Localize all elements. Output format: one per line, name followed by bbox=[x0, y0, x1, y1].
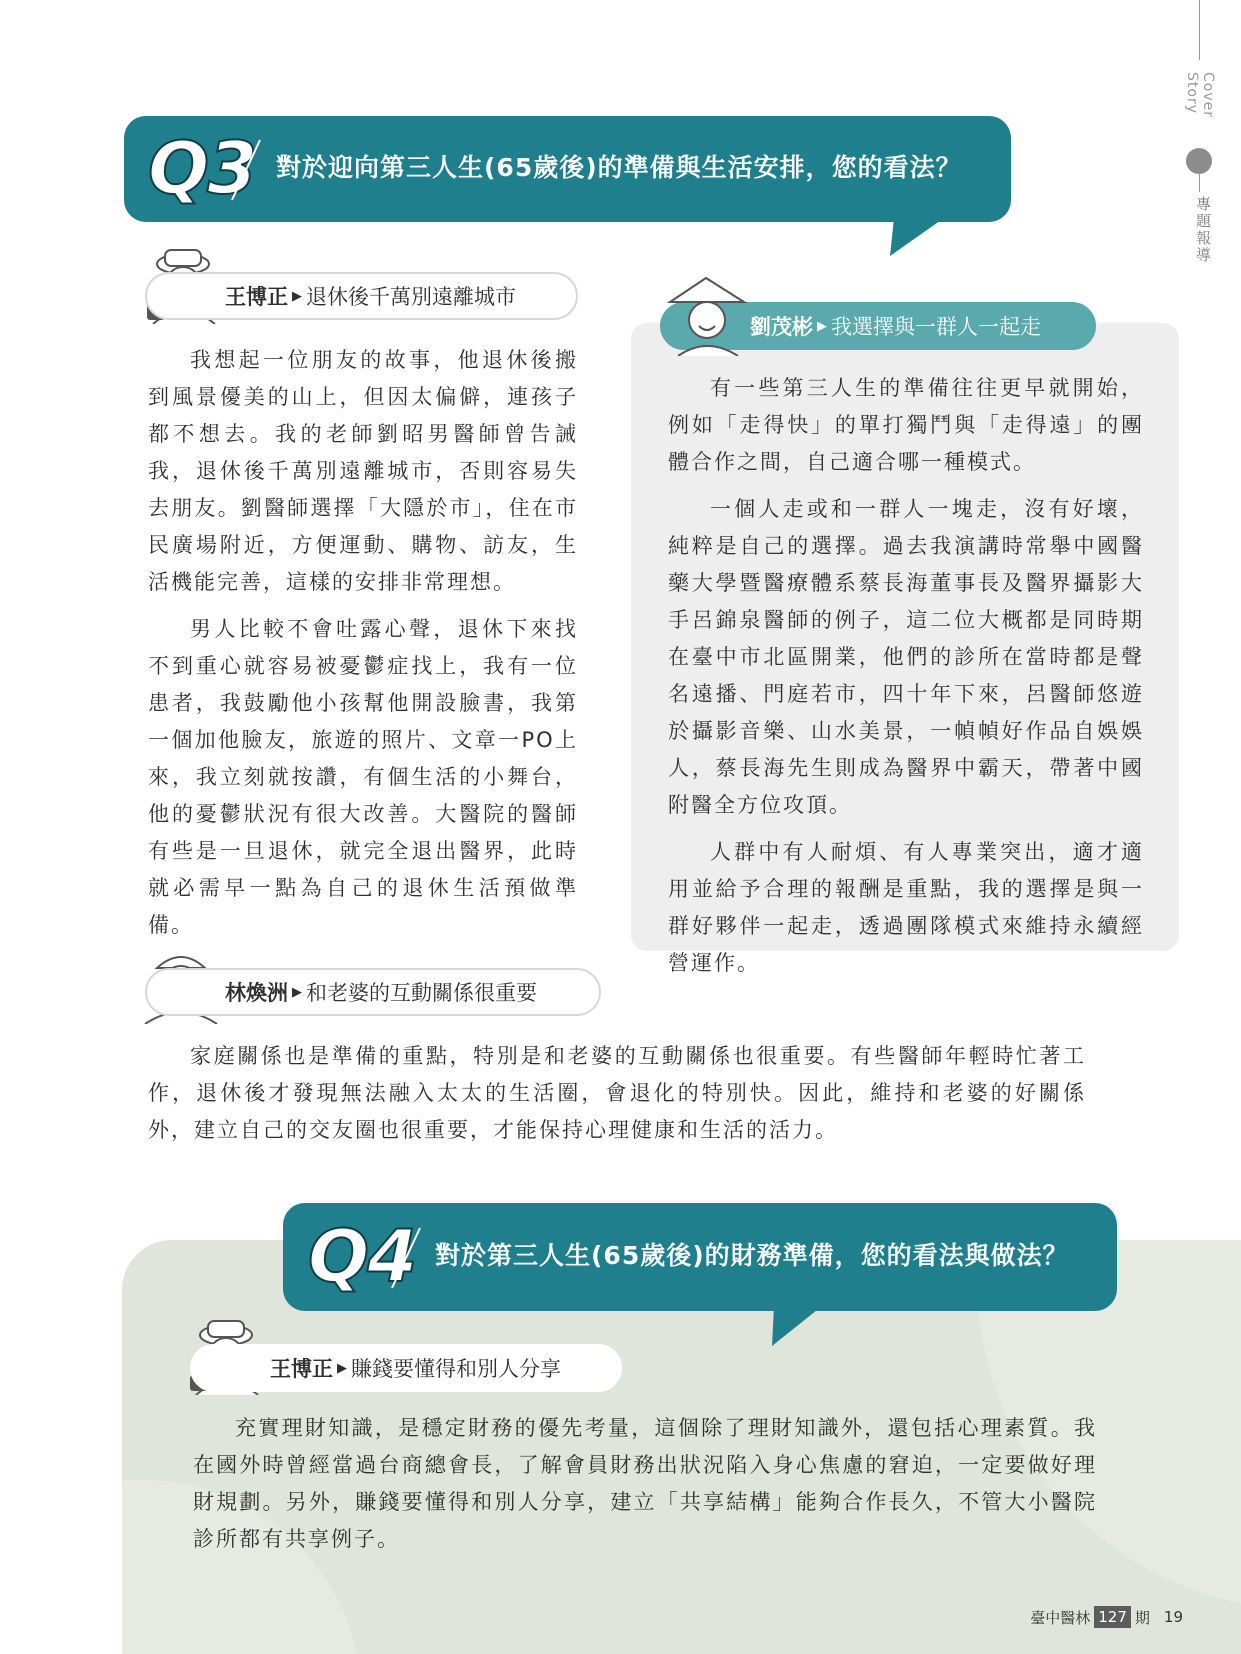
lin-answer-text bbox=[148, 1038, 1086, 1159]
pointer-triangle-icon: ▶ bbox=[292, 984, 302, 1000]
issue-number: 127 bbox=[1094, 1606, 1131, 1628]
speaker-name: 劉茂彬 bbox=[750, 315, 813, 339]
q4-banner-tail bbox=[760, 1306, 830, 1348]
speaker-pill-wang bbox=[145, 272, 578, 320]
avatar-liu bbox=[666, 274, 748, 356]
speaker-name: 王博正 bbox=[225, 285, 288, 309]
paragraph: 家庭關係也是準備的重點，特別是和老婆的互動關係也很重要。有些醫師年輕時忙著工作，退休後才發現無法融入太太的生活圈，會退化的特別快。因此，維持和老婆的好關係外，建立自己的交友圈也很重要，才能保持心理健康和生活的活力。 bbox=[148, 1044, 1086, 1142]
pointer-triangle-icon: ▶ bbox=[337, 1360, 347, 1376]
speaker-pill-wang bbox=[190, 1344, 622, 1392]
wang-answer-text bbox=[148, 342, 578, 954]
paragraph: 我想起一位朋友的故事，他退休後搬到風景優美的山上，但因太偏僻，連孩子都不想去。我的老師劉昭男醫師曾告誡我，退休後千萬別遠離城市，否則容易失去朋友。劉醫師選擇「大隱於市」，住在市民廣場附近，方便運動、購物、訪友，生活機能完善，這樣的安排非常理想。 bbox=[148, 348, 578, 594]
q4-number: Q4 bbox=[308, 1214, 416, 1298]
wang-finance-answer-text bbox=[193, 1410, 1097, 1568]
issue-suffix: 期 bbox=[1134, 1608, 1150, 1627]
paragraph: 有一些第三人生的準備往往更早就開始，例如「走得快」的單打獨鬥與「走得遠」的團體合作之間，自己適合哪一種模式。 bbox=[668, 376, 1144, 474]
page-number: 19 bbox=[1163, 1608, 1183, 1626]
paragraph: 充實理財知識，是穩定財務的優先考量，這個除了理財知識外，還包括心理素質。我在國外時曾經當過台商總會長，了解會員財務出狀況陷入身心焦慮的窘迫，一定要做好理財規劃。另外，賺錢要懂得和別人分享，建立「共享結構」能夠合作長久，不管大小醫院診所都有共享例子。 bbox=[193, 1416, 1097, 1551]
side-divider bbox=[1199, 174, 1200, 192]
paragraph: 人群中有人耐煩、有人專業突出，適才適用並給予合理的報酬是重點，我的選擇是與一群好夥伴一起走，透過團隊模式來維持永續經營運作。 bbox=[668, 840, 1144, 975]
q4-slash bbox=[386, 1222, 426, 1292]
paragraph: 一個人走或和一群人一塊走，沒有好壞，純粹是自己的選擇。過去我演講時常舉中國醫藥大學暨醫療體系蔡長海董事長及醫界攝影大手呂錦泉醫師的例子，這二位大概都是同時期在臺中市北區開業，他們的診所在當時都是聲名遠播、門庭若市，四十年下來，呂醫師悠遊於攝影音樂、山水美景，一幀幀好作品自娛娛人，蔡長海先生則成為醫界中霸天，帶著中國附醫全方位攻頂。 bbox=[668, 497, 1144, 817]
speaker-pill-lin bbox=[145, 968, 601, 1016]
q3-number: Q3 bbox=[148, 126, 256, 210]
speaker-quote: 我選擇與一群人一起走 bbox=[831, 315, 1041, 339]
speaker-name: 王博正 bbox=[270, 1357, 333, 1381]
pointer-triangle-icon: ▶ bbox=[817, 318, 827, 334]
section-label-zh: 專題報導 bbox=[1194, 196, 1212, 264]
section-dot bbox=[1186, 148, 1212, 174]
q3-banner-tail bbox=[880, 218, 950, 258]
pointer-triangle-icon: ▶ bbox=[292, 288, 302, 304]
q3-question: 對於迎向第三人生(65歲後)的準備與生活安排，您的看法？ bbox=[276, 153, 962, 182]
speaker-name: 林煥洲 bbox=[225, 981, 288, 1005]
paragraph: 男人比較不會吐露心聲，退休下來找不到重心就容易被憂鬱症找上，我有一位患者，我鼓勵他小孩幫他開設臉書，我第一個加他臉友，旅遊的照片、文章一PO上來，我立刻就按讚，有個生活的小舞台，他的憂鬱狀況有很大改善。大醫院的醫師有些是一旦退休，就完全退出醫界，此時就必需早一點為自己的退休生活預做準備。 bbox=[148, 617, 578, 937]
side-divider bbox=[1199, 0, 1200, 60]
section-label-en: Cover Story bbox=[1184, 72, 1216, 118]
q3-slash bbox=[226, 134, 266, 204]
speaker-quote: 和老婆的互動關係很重要 bbox=[306, 981, 537, 1005]
q4-question: 對於第三人生(65歲後)的財務準備，您的看法與做法？ bbox=[435, 1241, 1069, 1270]
page-footer bbox=[1030, 1606, 1183, 1628]
magazine-name: 臺中醫林 bbox=[1030, 1608, 1091, 1627]
speaker-quote: 退休後千萬別遠離城市 bbox=[306, 285, 516, 309]
speaker-quote: 賺錢要懂得和別人分享 bbox=[351, 1357, 561, 1381]
liu-answer-text bbox=[668, 370, 1144, 992]
